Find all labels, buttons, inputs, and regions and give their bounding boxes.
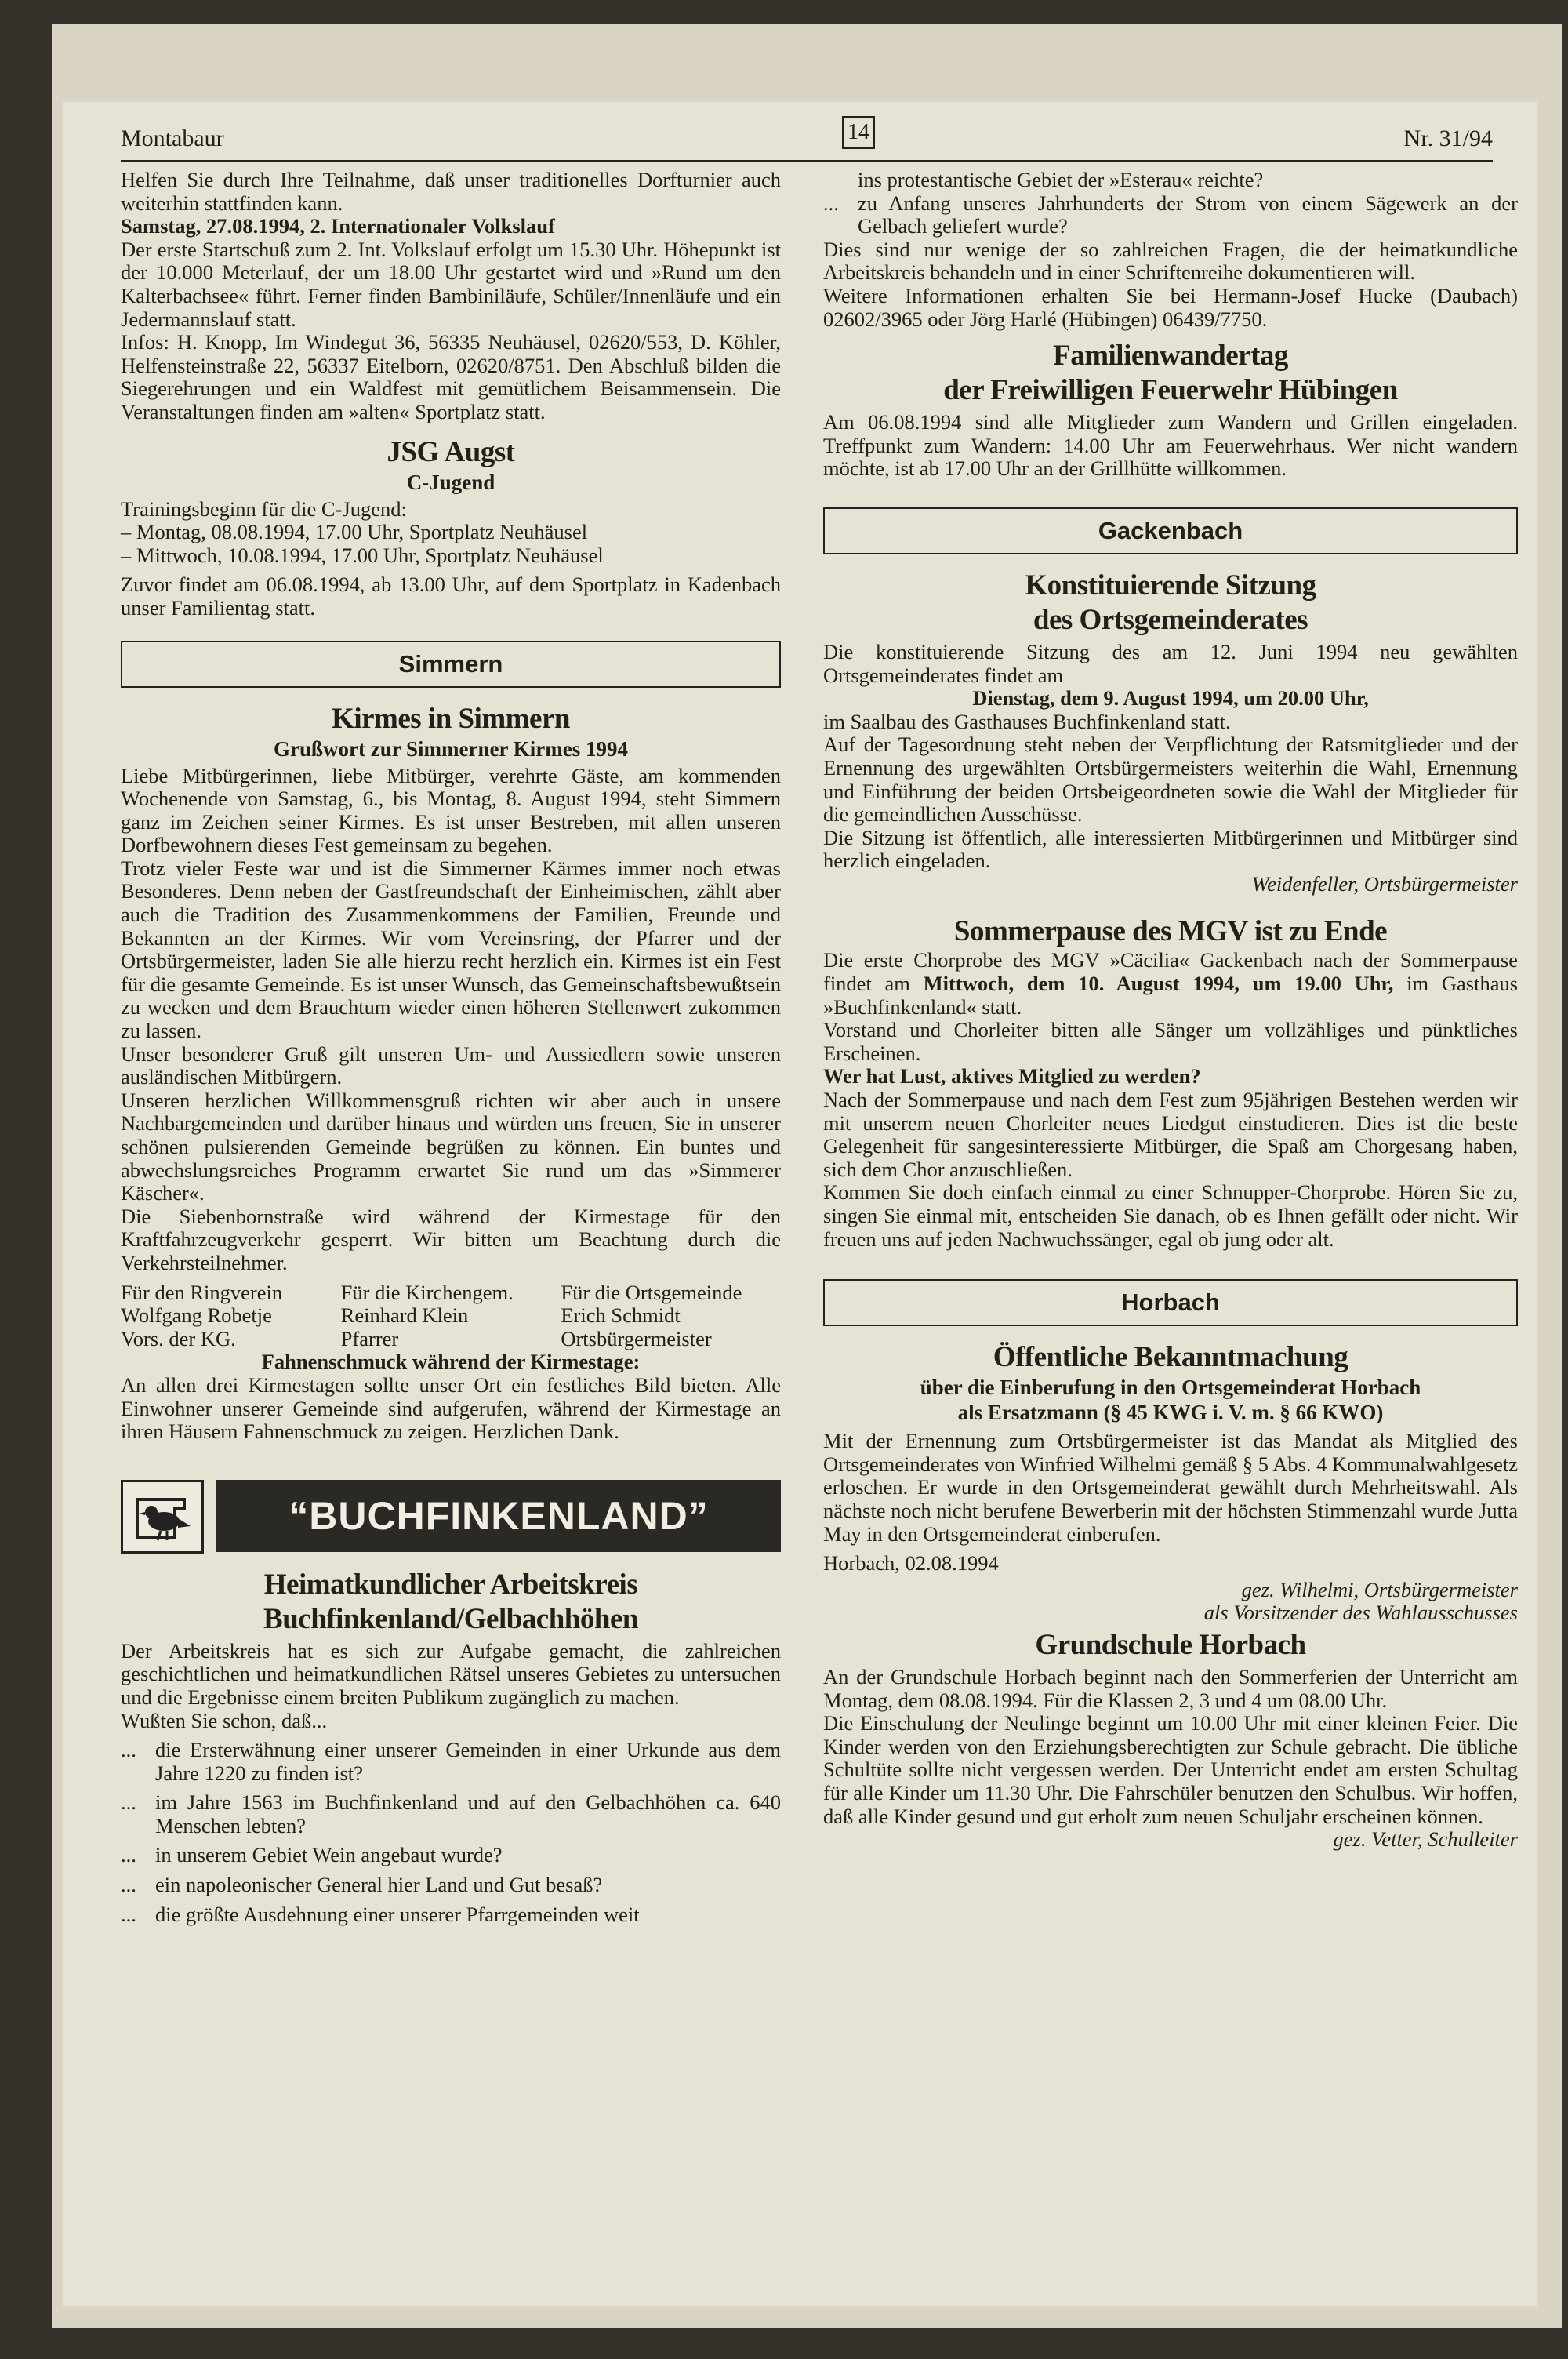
signature-line: Ortsbürgermeister (561, 1326, 712, 1350)
list-item (121, 1844, 781, 1867)
page-number: 14 (842, 116, 875, 149)
section-box-gackenbach: Gackenbach (823, 507, 1518, 554)
volkslauf-infos: Infos: H. Knopp, Im Windegut 36, 56335 Neuhäusel, 02620/553, D. Köhler, Helfensteinstraße 22, 56337 Eitelborn, 02620/8751. Den Abschluß bilden die Siegerehrungen und ein Waldfest mit gemütlichem Beisammensein. Die Veranstaltungen finden am »alten« Sportplatz statt. (121, 330, 781, 423)
signature-line: Für die Ortsgemeinde (561, 1280, 742, 1304)
jsg-line: – Mittwoch, 10.08.1994, 17.00 Uhr, Sportplatz Neuhäusel (121, 543, 604, 567)
list-item (121, 1739, 781, 1785)
signature-line: Für die Kirchengem. (340, 1280, 514, 1304)
newspaper-page (63, 102, 1537, 2306)
volkslauf-heading: Samstag, 27.08.1994, 2. Internationaler Volkslauf (121, 214, 555, 238)
gs-text: Die Einschulung der Neulinge beginnt um 10.00 Uhr mit einer kleinen Feier. Die Kinder werden von den Erziehungsberechtigten zur Schule gebracht. Die übliche Schultüte sollte nicht vergessen werden. Der Unterricht endet am ersten Schultag für alle Kinder um 11.30 Uhr. Die Fahrschüler benutzen den Schulbus. Wir hoffen, daß alle Kinder gesund und gut erholt zum neuen Schuljahr erscheinen können. (823, 1711, 1518, 1828)
mgv-text-part: Die erste Chorprobe des MGV »Cäcilia« Gackenbach nach der Sommerpause findet am (823, 948, 1518, 996)
gs-text: An der Grundschule Horbach beginnt nach den Sommerferien der Unterricht am Montag, dem 08.08.1994. Für die Klassen 2, 3 und 4 um 08.00 Uhr. (823, 1664, 1518, 1712)
ob-signature: als Vorsitzender des Wahlausschusses (1203, 1601, 1518, 1625)
list-item (823, 169, 1518, 192)
kirmes-paragraph: Unseren herzlichen Willkommensgruß richten wir aber auch in unsere Nachbargemeinden und darüber hinaus und würden uns freuen, Sie in unserer schönen pulsierenden Gemeinde begrüßen zu können. Ein buntes und abwechslungsreiches Programm erwartet Sie rund um das »Simmerer Käscher«. (121, 1088, 781, 1205)
mgv-text: Nach der Sommerpause und nach dem Fest zum 95jährigen Bestehen werden wir mit unserem neuen Chorleiter neues Liedgut einstudieren. Dies ist die beste Gelegenheit für sangesinteressierte Mitbürger, die Spaß am Chorgesang haben, sich dem Chor anzuschließen. (823, 1088, 1518, 1181)
jsg-line: Trainingsbeginn für die C-Jugend: (121, 496, 407, 521)
ks-date: Dienstag, dem 9. August 1994, um 20.00 Uhr, (972, 686, 1369, 711)
list-marker: ... (121, 1873, 136, 1897)
ks-text: im Saalbau des Gasthauses Buchfinkenland statt. (823, 709, 1231, 733)
section-box-horbach: Horbach (823, 1279, 1518, 1326)
list-text: die Ersterwähnung einer unserer Gemeinden in einer Urkunde aus dem Jahre 1220 zu finden ist? (155, 1738, 781, 1785)
jsg-subtitle: C-Jugend (406, 470, 495, 494)
mgv-question: Wer hat Lust, aktives Mitglied zu werden? (823, 1064, 1201, 1089)
list-text: in unserem Gebiet Wein angebaut wurde? (155, 1843, 503, 1867)
signature-line: Erich Schmidt (561, 1303, 681, 1328)
jsg-title: JSG Augst (387, 435, 515, 468)
kirmes-paragraph: Unser besonderer Gruß gilt unseren Um- und Aussiedlern sowie unseren ausländischen Mitbürgern. (121, 1041, 781, 1089)
list-text: im Jahre 1563 im Buchfinkenland und auf den Gelbachhöhen ca. 640 Menschen lebten? (155, 1790, 781, 1837)
page-header (121, 118, 1493, 157)
list-item (121, 1903, 781, 1927)
ob-signature: gez. Wilhelmi, Ortsbürgermeister (1241, 1577, 1518, 1601)
header-rule (121, 160, 1493, 162)
finch-logo-icon (121, 1480, 204, 1554)
ob-text: Mit der Ernennung zum Ortsbürgermeister ist das Mandat als Mitglied des Ortsgemeinderates von Winfried Wilhelmi gemäß § 5 Abs. 4 Kommunalwahlgesetz erloschen. Er wurde in den Ortsgemeinderat gewählt durch Mehrheitswahl. Als nächste noch nicht berufene Bewerberin mit der höchsten Stimmenzahl wurde Jutta May in den Ortsgemeinderat einberufen. (823, 1429, 1518, 1546)
fw-text: Am 06.08.1994 sind alle Mitglieder zum Wandern und Grillen eingeladen. Treffpunkt zum Wandern: 14.00 Uhr am Feuerwehrhaus. Wer nicht wandern möchte, ist ab 17.00 Uhr an der Grillhütte willkommen. (823, 410, 1518, 481)
signature-column (121, 1281, 341, 1351)
heimat-text: Der Arbeitskreis hat es sich zur Aufgabe gemacht, die zahlreichen geschichtlichen und heimatkundlichen Rätsel unseres Gebietes zu untersuchen und die Ergebnisse einem breiten Publikum zugänglich zu machen. (121, 1638, 781, 1709)
mgv-text: Vorstand und Chorleiter bitten alle Sänger um vollzähliges und pünktliches Erscheinen. (823, 1018, 1518, 1065)
mgv-text: Kommen Sie doch einfach einmal zu einer Schnupper-Chorprobe. Hören Sie zu, singen Sie einmal mit, entscheiden Sie danach, ob es Ihnen gefällt oder nicht. Wir freuen uns auf jeden Nachwuchssänger, egal ob jung oder alt. (823, 1180, 1518, 1251)
fw-title: der Freiwilligen Feuerwehr Hübingen (943, 374, 1398, 407)
signature-line: Vors. der KG. (121, 1326, 236, 1350)
list-marker: ... (121, 1843, 136, 1867)
mgv-date: Mittwoch, dem 10. August 1994, um 19.00 Uhr, (923, 972, 1394, 996)
ob-title: Öffentliche Bekanntmachung (993, 1341, 1348, 1374)
mgv-text (823, 949, 1518, 1019)
ob-date: Horbach, 02.08.1994 (823, 1551, 999, 1576)
ks-text: Die konstituierende Sitzung des am 12. Juni 1994 neu gewählten Ortsgemeinderates findet am (823, 639, 1518, 687)
list-text: ins protestantische Gebiet der »Esterau« reichte? (858, 168, 1264, 191)
fahnen-text: An allen drei Kirmestagen sollte unser Ort ein festliches Bild bieten. Alle Einwohner unserer Gemeinde sind aufgerufen, während der Kirmestage an ihren Häusern Fahnenschmuck zu zeigen. Herzlichen Dank. (121, 1372, 781, 1444)
signature-line: Für den Ringverein (121, 1280, 283, 1304)
mgv-title: Sommerpause des MGV ist zu Ende (953, 915, 1388, 948)
ob-subtitle: über die Einberufung in den Ortsgemeinderat Horbach (920, 1376, 1421, 1400)
list-marker (823, 169, 858, 192)
ob-subtitle: als Ersatzmann (§ 45 KWG i. V. m. § 66 KWO) (957, 1401, 1384, 1425)
kirmes-subtitle: Grußwort zur Simmerner Kirmes 1994 (274, 736, 628, 761)
signature-column (561, 1281, 781, 1351)
heimat-title: Heimatkundlicher Arbeitskreis (263, 1568, 638, 1601)
kirmes-paragraph: Trotz vieler Feste war und ist die Simmerner Kärmes immer noch etwas Besonderes. Denn neben der Gastfreundschaft der Einheimischen, zählt aber auch die Tradition des Zusammenkommens der Familien, Freunde und Bekannten an der Kirmes. Wir vom Vereinsring, der Pfarrer und der Ortsbürgermeister, laden Sie alle hierzu recht herzlich ein. Kirmes ist ein Fest für die gesamte Gemeinde. Es ist unser Wunsch, das Gemeinschaftsbewußtsein zu wecken und dem Brauchtum wieder einen höheren Stellenwert zukommen zu lassen. (121, 856, 781, 1043)
heimat-cont-text: Dies sind nur wenige der so zahlreichen Fragen, die der heimatkundliche Arbeitskreis behandeln und in einer Schriftenreihe dokumentieren will. (823, 237, 1518, 285)
signature-column (341, 1281, 561, 1351)
list-item (121, 1874, 781, 1897)
jsg-line: – Montag, 08.08.1994, 17.00 Uhr, Sportplatz Neuhäusel (121, 520, 588, 544)
kirmes-paragraph: Die Siebenbornstraße wird während der Kirmestage für den Kraftfahrzeugverkehr gesperrt. Wir bitten um Beachtung durch die Verkehrsteilnehmer. (121, 1204, 781, 1274)
list-item (121, 1791, 781, 1837)
fahnen-heading: Fahnenschmuck während der Kirmestage: (261, 1350, 641, 1374)
list-text: zu Anfang unseres Jahrhunderts der Strom von einem Sägewerk an der Gelbach geliefert wurde? (858, 191, 1518, 238)
list-marker: ... (121, 1902, 136, 1926)
gs-title: Grundschule Horbach (1035, 1628, 1306, 1661)
left-column (121, 169, 781, 1926)
list-item (823, 192, 1518, 238)
heimat-title: Buchfinkenland/Gelbachhöhen (263, 1602, 638, 1635)
ks-title: Konstituierende Sitzung (1025, 569, 1316, 602)
ks-title: des Ortsgemeinderates (1033, 603, 1308, 636)
section-box-simmern: Simmern (121, 641, 781, 688)
fw-title: Familienwandertag (1053, 340, 1288, 373)
list-marker: ... (121, 1790, 136, 1815)
ks-signature: Weidenfeller, Ortsbürgermeister (1251, 871, 1518, 896)
issue-number: Nr. 31/94 (1403, 125, 1493, 151)
heimat-contact: Weitere Informationen erhalten Sie bei Hermann-Josef Hucke (Daubach) 02602/3965 oder Jörg Harlé (Hübingen) 06439/7750. (823, 283, 1518, 331)
mgv-text-part: im Gasthaus »Buchfinkenland« statt. (823, 972, 1519, 1019)
heimat-question: Wußten Sie schon, daß... (121, 1708, 328, 1732)
kirmes-title: Kirmes in Simmern (332, 702, 570, 735)
signature-line: Wolfgang Robetje (121, 1303, 272, 1328)
ks-text: Die Sitzung ist öffentlich, alle interessierten Mitbürgerinnen und Mitbürger sind herzlich eingeladen. (823, 825, 1518, 873)
right-column (823, 169, 1518, 1852)
kirmes-signatures (121, 1281, 781, 1351)
gs-signature: gez. Vetter, Schulleiter (1333, 1827, 1518, 1852)
list-text: ein napoleonischer General hier Land und Gut besaß? (155, 1873, 603, 1897)
header-town: Montabaur (121, 125, 224, 151)
banner-title: “BUCHFINKENLAND” (216, 1480, 781, 1552)
signature-line: Reinhard Klein (340, 1303, 469, 1328)
intro-text: Helfen Sie durch Ihre Teilnahme, daß unser traditionelles Dorfturnier auch weiterhin stattfinden kann. (121, 168, 781, 215)
ks-text: Auf der Tagesordnung steht neben der Verpflichtung der Ratsmitglieder und der Ernennung des urgewählten Ortsbürgermeisters weiterhin die Wahl, Ernennung und Einführung der beiden Ortsbeigeordneten sowie die Wahl der Mitglieder für die gemeindlichen Ausschüsse. (823, 732, 1518, 827)
jsg-after: Zuvor findet am 06.08.1994, ab 13.00 Uhr, auf dem Sportplatz in Kadenbach unser Familientag statt. (121, 572, 781, 620)
list-marker: ... (823, 191, 839, 215)
signature-line: Pfarrer (340, 1326, 399, 1350)
buchfinkenland-banner (121, 1480, 781, 1552)
volkslauf-text: Der erste Startschuß zum 2. Int. Volkslauf erfolgt um 15.30 Uhr. Höhepunkt ist der 10.000 Meterlauf, der um 18.00 Uhr gestartet wird und »Rund um den Kalterbachsee« führt. Ferner finden Bambiniläufe, Schüler/Innenläufe und ein Jedermannslauf statt. (121, 237, 781, 331)
list-marker: ... (121, 1738, 136, 1762)
list-text: die größte Ausdehnung einer unserer Pfarrgemeinden weit (155, 1902, 640, 1926)
kirmes-paragraph: Liebe Mitbürgerinnen, liebe Mitbürger, verehrte Gäste, am kommenden Wochenende von Samstag, 6., bis Montag, 8. August 1994, steht Simmern ganz im Zeichen seiner Kirmes. Es ist unser Bestreben, mit allen unseren Dorfbewohnern dieses Fest gemeinsam zu begehen. (121, 763, 781, 857)
